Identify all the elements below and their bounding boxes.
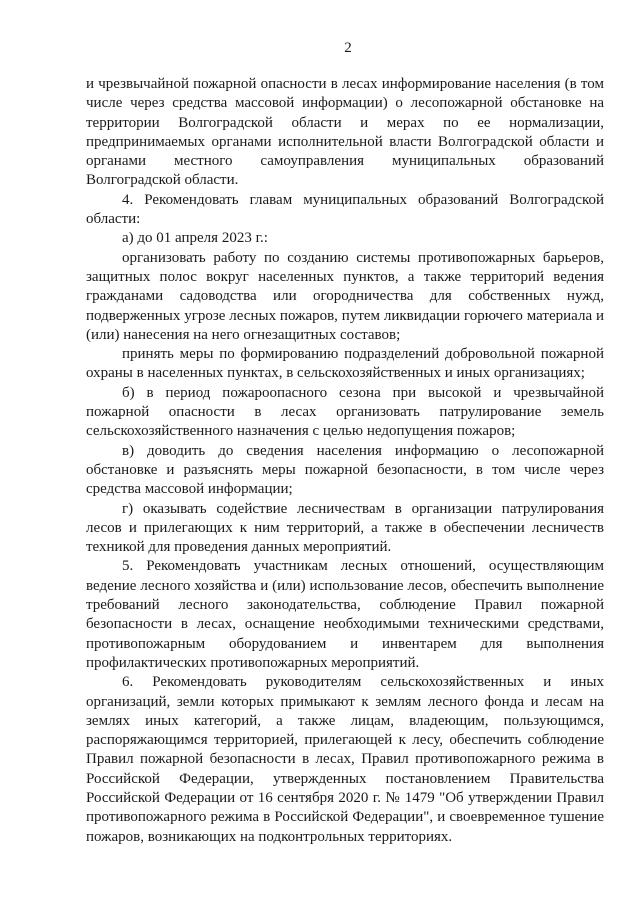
paragraph-item-6: 6. Рекомендовать руководителям сельскохозяйственных и иных организаций, земли которых примыкают к землям лесного фонда и лесам на землях иных категорий, а также лицам, владеющим, пользующимся, распоряжающимся территорией, прилегающей к лесу, обеспечить соблюдение Правил пожарной безопасности в лесах, Правил противопожарного режима в Российской Федерации, утвержденных постановлением Правительства Российской Федерации от 16 сентября 2020 г. № 1479 "Об утверждении Правил противопожарного режима в Российской Федерации", и своевременное тушение пожаров, возникающих на подконтрольных территориях. xyxy=(86,674,604,845)
paragraph-subitem-a: а) до 01 апреля 2023 г.: xyxy=(122,230,268,247)
page-number: 2 xyxy=(344,40,352,56)
paragraph-subitem-b: б) в период пожароопасного сезона при высокой и чрезвычайной пожарной опасности в лесах организовать патрулирование земель сельскохозяйственного назначения с целью недопущения пожаров; xyxy=(86,384,604,440)
paragraph-item-4: 4. Рекомендовать главам муниципальных образований Волгоградской области: xyxy=(86,191,604,228)
paragraph-item-5: 5. Рекомендовать участникам лесных отношений, осуществляющим ведение лесного хозяйства и (или) использование лесов, обеспечить выполнение требований лесного законодательства, соблюдение Правил пожарной безопасности в лесах, оснащение необходимыми техническими средствами, противопожарным оборудованием и инвентарем для выполнения профилактических противопожарных мероприятий. xyxy=(86,558,604,671)
paragraph-volunteer-fire: принять меры по формированию подразделений добровольной пожарной охраны в населенных пунктах, в сельскохозяйственных и иных организациях; xyxy=(86,346,604,382)
paragraph-subitem-v: в) доводить до сведения населения информацию о лесопожарной обстановке и разъяснять меры пожарной безопасности, в том числе через средства массовой информации; xyxy=(86,442,604,498)
document-body xyxy=(86,75,604,847)
paragraph-subitem-g: г) оказывать содействие лесничествам в организации патрулирования лесов и прилегающих к ним территорий, а также в обеспечении лесничеств техникой для проведения данных мероприятий. xyxy=(86,500,604,556)
paragraph-barriers: организовать работу по созданию системы противопожарных барьеров, защитных полос вокруг населенных пунктов, а также территорий ведения гражданами садоводства или огородничества для собственных нужд, подверженных угрозе лесных пожаров, путем ликвидации горючего материала и (или) нанесения на него огнезащитных составов; xyxy=(86,249,604,343)
paragraph-continuation: и чрезвычайной пожарной опасности в лесах информирование населения (в том числе через средства массовой информации) о лесопожарной обстановке на территории Волгоградской области и мерах по ее нормализации, предпринимаемых органами исполнительной власти Волгоградской области и органами местного самоуправления муниципальных образований Волгоградской области. xyxy=(86,76,604,189)
